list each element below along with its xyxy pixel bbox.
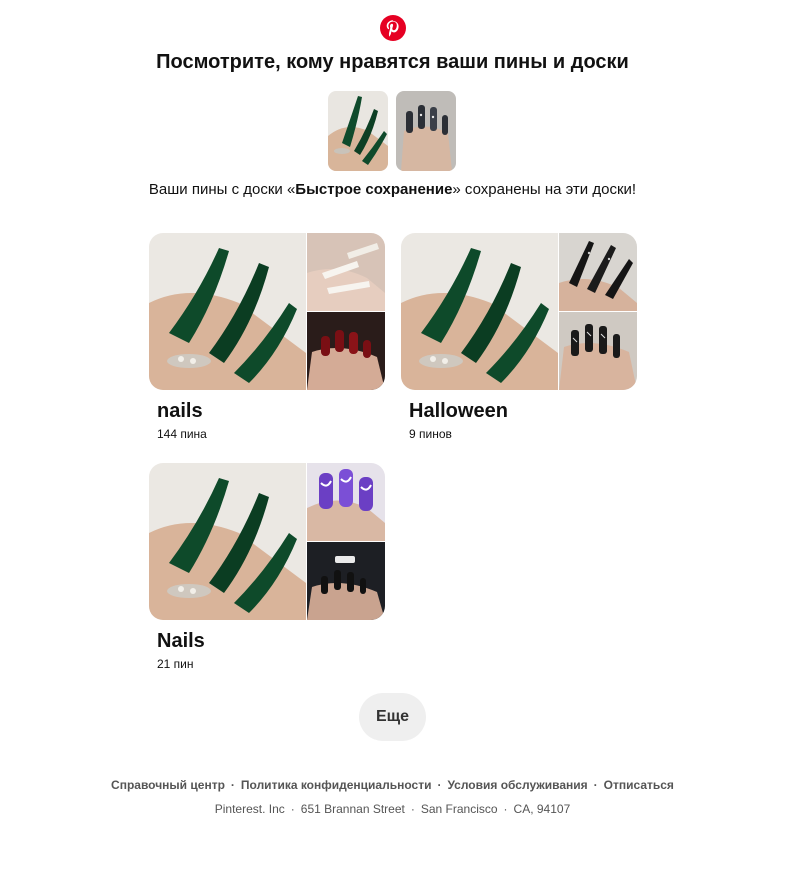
quick-save-board-link[interactable]: Быстрое сохранение — [295, 181, 453, 198]
board-name[interactable]: Nails — [157, 630, 205, 652]
dark-nails-thumbnail[interactable] — [396, 91, 456, 171]
street-address: 651 Brannan Street — [300, 802, 405, 816]
privacy-policy-link[interactable]: Политика конфиденциальности — [240, 778, 432, 792]
page-title: Посмотрите, кому нравятся ваши пины и доски — [156, 51, 629, 73]
footer-links — [0, 778, 785, 792]
board-card-halloween[interactable] — [401, 233, 637, 441]
board-pin-count: 21 пин — [157, 657, 194, 671]
board-cover-bottom-image — [307, 312, 385, 390]
board-name[interactable]: nails — [157, 400, 203, 422]
subtitle-text-before: Ваши пины с доски « — [148, 181, 296, 198]
pinterest-logo-icon[interactable] — [380, 15, 406, 41]
saved-pins-thumbnails — [328, 91, 456, 171]
company-name: Pinterest. Inc — [214, 802, 285, 816]
board-cover[interactable] — [401, 233, 637, 390]
board-cover-main-image — [149, 233, 306, 390]
separator-dot: · — [437, 778, 442, 792]
separator-dot: · — [503, 802, 508, 816]
footer-address — [0, 802, 785, 816]
board-cover-main-image — [401, 233, 558, 390]
separator-dot: · — [410, 802, 415, 816]
board-cover-top-image — [307, 233, 385, 311]
city: San Francisco — [420, 802, 498, 816]
separator-dot: · — [593, 778, 598, 792]
help-center-link[interactable]: Справочный центр — [111, 778, 225, 792]
saved-boards-message — [140, 180, 645, 199]
separator-dot: · — [290, 802, 295, 816]
board-cover-bottom-image — [307, 542, 385, 620]
board-pin-count: 144 пина — [157, 427, 207, 441]
board-name[interactable]: Halloween — [409, 400, 508, 422]
board-card-nails-2[interactable] — [149, 463, 385, 671]
unsubscribe-link[interactable]: Отписаться — [603, 778, 674, 792]
subtitle-text-after: » сохранены на эти доски! — [452, 181, 637, 198]
board-cover[interactable] — [149, 233, 385, 390]
board-pin-count: 9 пинов — [409, 427, 452, 441]
more-button[interactable]: Еще — [359, 693, 426, 741]
separator-dot: · — [230, 778, 235, 792]
state-zip: CA, 94107 — [513, 802, 571, 816]
board-cover-top-image — [559, 233, 637, 311]
board-card-nails[interactable] — [149, 233, 385, 441]
board-cover-main-image — [149, 463, 306, 620]
board-cover-bottom-image — [559, 312, 637, 390]
board-cover[interactable] — [149, 463, 385, 620]
board-cover-top-image — [307, 463, 385, 541]
terms-of-service-link[interactable]: Условия обслуживания — [447, 778, 588, 792]
green-nails-thumbnail[interactable] — [328, 91, 388, 171]
